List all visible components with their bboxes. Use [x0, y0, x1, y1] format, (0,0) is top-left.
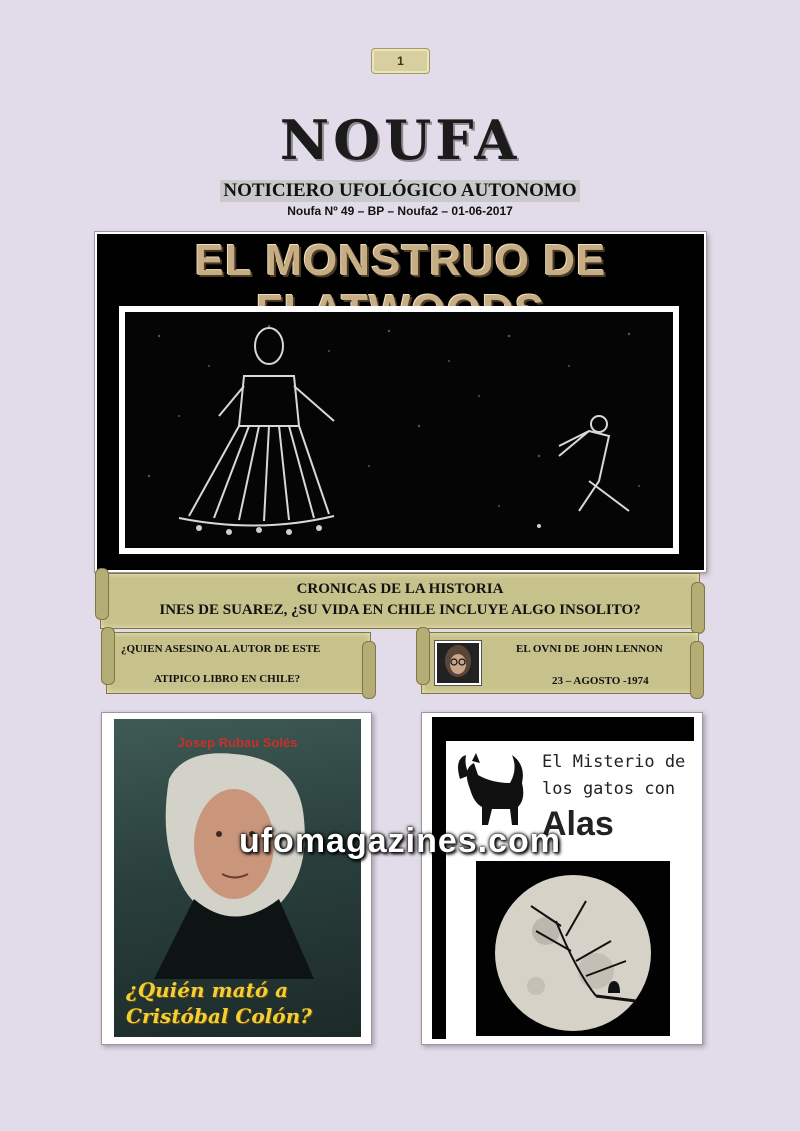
moon-image [476, 861, 670, 1036]
book-cover [114, 719, 361, 1037]
lennon-line-1: EL OVNI DE JOHN LENNON [516, 643, 663, 655]
book-author: Josep Rubau Solés [177, 735, 298, 750]
lennon-thumbnail [434, 640, 482, 686]
page-number: 1 [371, 48, 430, 74]
misterio-line-2: los gatos con [542, 779, 676, 799]
watermark: ufomagazines.com [238, 822, 562, 860]
asesino-line-1: ¿QUIEN ASESINO AL AUTOR DE ESTE [121, 643, 321, 655]
misterio-frame [432, 717, 694, 1039]
book-title: ¿Quién mató a Cristóbal Colón? [126, 978, 312, 1028]
misterio-card[interactable] [421, 712, 703, 1045]
main-cover-image[interactable] [95, 232, 706, 572]
lennon-banner[interactable] [421, 632, 699, 694]
masthead-subtitle: NOTICIERO UFOLÓGICO AUTONOMO [220, 180, 579, 202]
book-cover-card[interactable] [101, 712, 372, 1045]
subtitle-wrap [0, 180, 800, 202]
cronicas-line-1: CRONICAS DE LA HISTORIA [296, 581, 504, 597]
misterio-line-1: El Misterio de [542, 752, 686, 772]
lennon-line-2: 23 – AGOSTO -1974 [552, 675, 649, 687]
misterio-text [542, 749, 685, 803]
flatwoods-illustration [119, 306, 679, 554]
main-cover-title: EL MONSTRUO DE [194, 236, 607, 285]
misterio-panel [446, 741, 700, 1039]
asesino-banner[interactable] [106, 632, 371, 694]
issue-line: Noufa Nº 49 – BP – Noufa2 – 01-06-2017 [287, 204, 513, 218]
cronicas-banner[interactable] [100, 573, 700, 629]
winged-cat-icon [452, 749, 532, 829]
cronicas-line-2: INES DE SUAREZ, ¿SU VIDA EN CHILE INCLUYE ALGO INSOLITO? [159, 602, 641, 618]
misterio-line-3: Alas [542, 805, 614, 843]
asesino-line-2: ATIPICO LIBRO EN CHILE? [154, 673, 301, 685]
masthead-title: NOUFA [279, 108, 521, 172]
